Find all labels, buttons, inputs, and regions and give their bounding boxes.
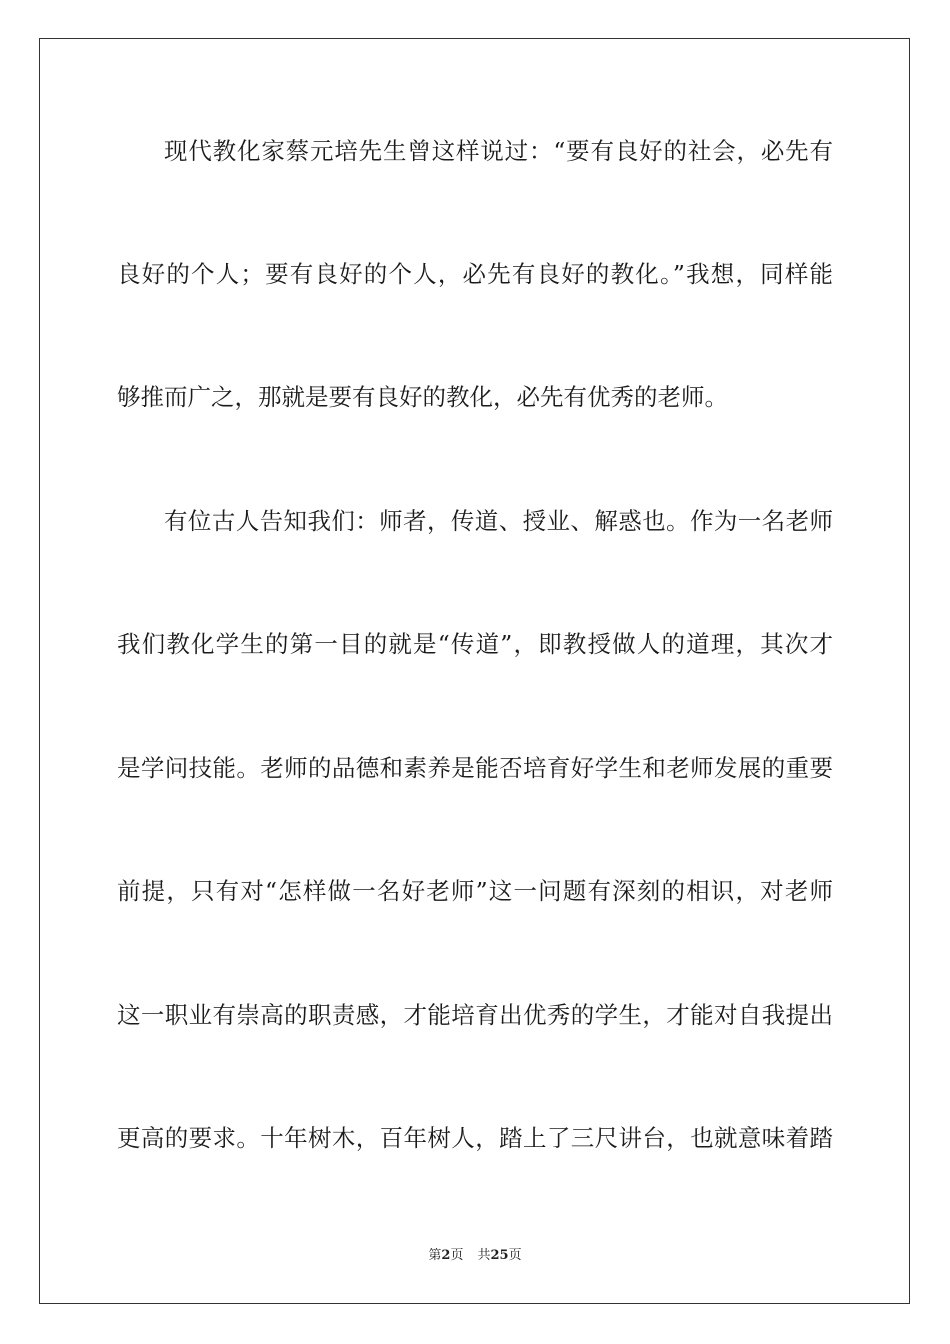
- total-pages: 25: [490, 1248, 509, 1263]
- page-footer: [0, 1247, 950, 1265]
- paragraph-1-line-1: 现代教化家蔡元培先生曾这样说过：“要有良好的社会，必先有: [164, 137, 833, 165]
- paragraph-2-line-6: 更高的要求。十年树木，百年树人，踏上了三尺讲台，也就意味着踏: [117, 1124, 833, 1152]
- paragraph-1-line-2: 良好的个人；要有良好的个人，必先有良好的教化。”我想，同样能: [117, 260, 833, 288]
- paragraph-2-line-5: 这一职业有崇高的职责感，才能培育出优秀的学生，才能对自我提出: [117, 1001, 833, 1029]
- paragraph-1-line-3: 够推而广之，那就是要有良好的教化，必先有优秀的老师。: [117, 383, 728, 411]
- total-prefix: 共: [477, 1248, 491, 1263]
- page-frame: [39, 38, 910, 1304]
- paragraph-2-line-3: 是学问技能。老师的品德和素养是能否培育好学生和老师发展的重要: [117, 754, 833, 782]
- paragraph-2-line-4: 前提，只有对“怎样做一名好老师”这一问题有深刻的相识，对老师: [117, 877, 833, 905]
- paragraph-2-line-2: 我们教化学生的第一目的就是“传道”，即教授做人的道理，其次才: [117, 630, 833, 658]
- page-suffix: 页: [450, 1248, 464, 1263]
- paragraph-2-line-1: 有位古人告知我们：师者，传道、授业、解惑也。作为一名老师: [164, 507, 833, 535]
- total-suffix: 页: [508, 1248, 522, 1263]
- page-number: 2: [441, 1248, 451, 1263]
- page-prefix: 第: [428, 1248, 442, 1263]
